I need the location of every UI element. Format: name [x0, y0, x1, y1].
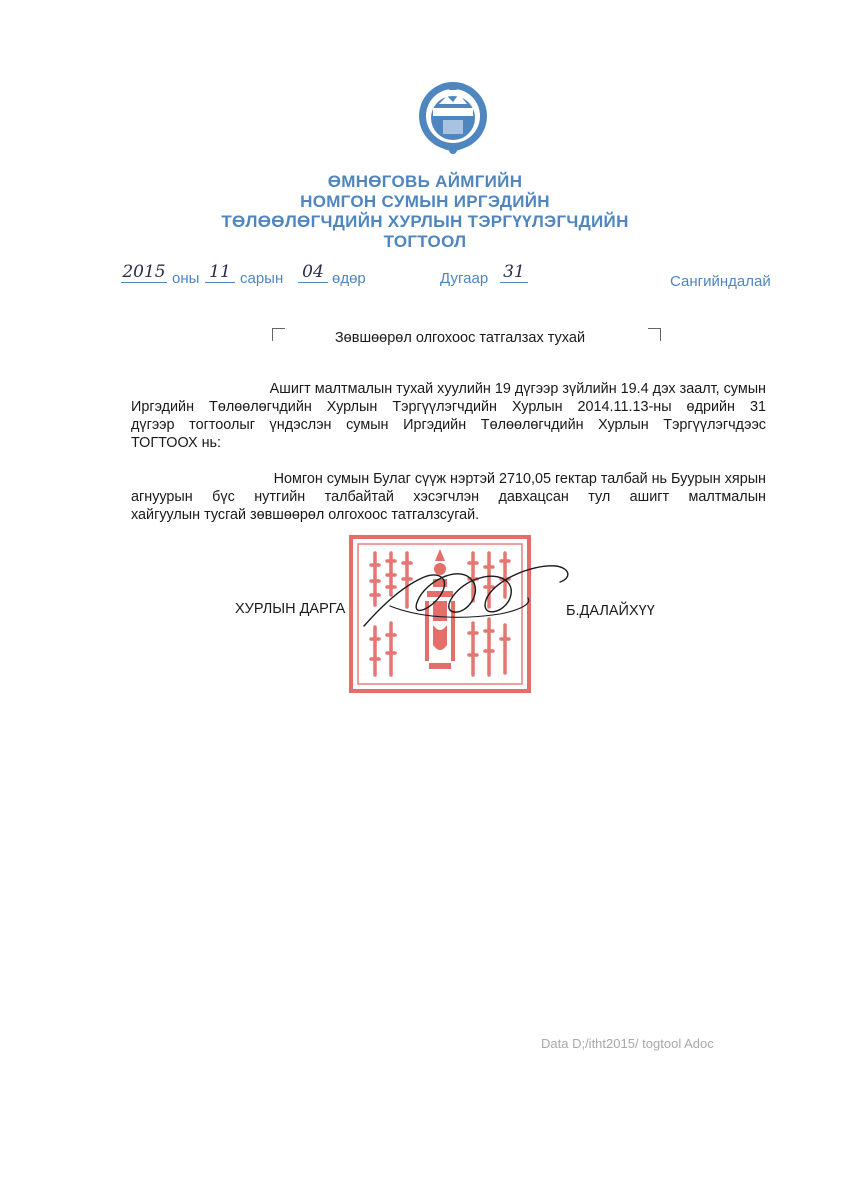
day-label: өдөр	[332, 270, 366, 287]
signature-title: ХУРЛЫН ДАРГА	[235, 601, 346, 617]
handwritten-signature	[360, 548, 575, 648]
date-year: 2015	[122, 262, 166, 282]
header-line-1: ӨМНӨГОВЬ АЙМГИЙН	[327, 172, 523, 191]
location: Сангийндалай	[670, 273, 771, 290]
resolution-number: 31	[500, 262, 528, 283]
bracket-top-right	[648, 328, 661, 341]
header-line-4: ТОГТООЛ	[383, 232, 467, 251]
signatory-name: Б.ДАЛАЙХҮҮ	[566, 603, 655, 619]
subject-title: Зөвшөөрөл олгохоос татгалзах тухай	[334, 330, 586, 346]
paragraph-2-rest	[131, 488, 766, 524]
para1-line1: Ашигт малтмалын тухай хуулийн 19 дүгээр зүйлийн 19.4 дэх заалт, сумын	[269, 381, 766, 397]
file-path-note: Data D;/itht2015/ togtool Adoc	[541, 1036, 714, 1051]
year-label: оны	[172, 270, 200, 287]
month-label: сарын	[240, 270, 284, 287]
date-day: 04	[298, 262, 328, 283]
para2-line1: Номгон сумын Булаг сүүж нэртэй 2710,05 гектар талбай нь Буурын хярын	[273, 471, 766, 487]
para1-line2: Иргэдийн Төлөөлөгчдийн Хурлын Тэргүүлэгчдийн Хурлын 2014.11.13-ны өдрийн 31	[131, 399, 766, 415]
para1-line4: ТОГТООХ нь:	[131, 435, 222, 451]
para2-line3: хайгуулын тусгай зөвшөөрөл олгохоос татгалзсугай.	[131, 507, 480, 523]
paragraph-1	[188, 380, 766, 398]
paragraph-1-rest	[131, 398, 766, 452]
para2-line2: агнуурын бүс нутгийн талбайтай хэсэгчлэн давхацсан тул ашигт малтмалын	[131, 489, 766, 505]
date-month: 11	[205, 262, 235, 283]
number-label: Дугаар	[440, 270, 489, 287]
state-emblem-icon	[413, 78, 493, 160]
paragraph-2	[188, 470, 766, 488]
header-line-3: ТӨЛӨӨЛӨГЧДИЙН ХУРЛЫН ТЭРГҮҮЛЭГЧДИЙН	[221, 212, 629, 231]
para1-line3: дүгээр тогтоолыг үндэслэн сумын Иргэдийн Төлөөлөгчдийн Хурлын Тэргүүлэгчдээс	[131, 417, 766, 433]
bracket-top-left	[272, 328, 285, 341]
header-line-2: НОМГОН СУМЫН ИРГЭДИЙН	[300, 192, 550, 211]
